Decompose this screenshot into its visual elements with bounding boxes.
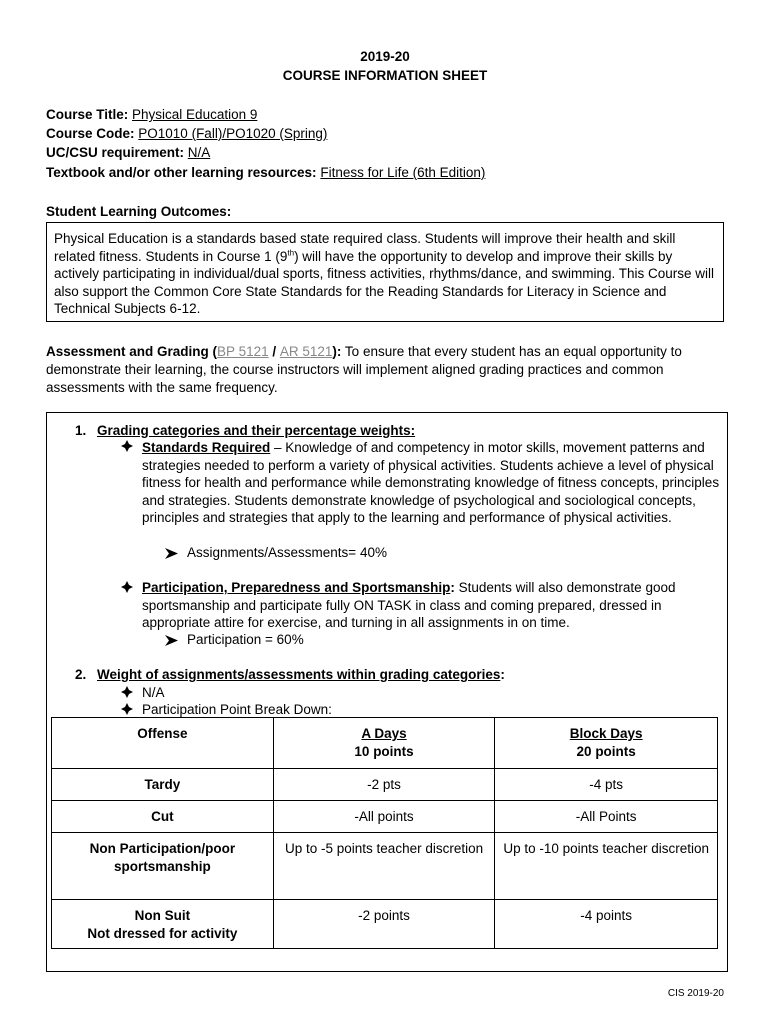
course-code-line [46,125,327,143]
assessment-text: To ensure that every student has an equal opportunity to demonstrate their learning, the course instructors will implement aligned grading practices and common assessments with the same frequency. [46,344,682,395]
ucsu-label: UC/CSU requirement: [46,145,185,160]
document-year: 2019-20 [360,49,410,64]
row-a-days: Up to -5 points teacher discretion [273,833,495,900]
textbook-label: Textbook and/or other learning resources: [46,165,317,180]
outcomes-text-part2: ) will have the opportunity to develop and improve their skills by actively participating in individual/dual sports, fitness activities, rhythms/dance, and swimming. This Course will also support the Common Core State Standards for the Reading Standards for Literacy in Science and Technical Subjects 6-12. [54,248,715,316]
section2-heading-colon: : [500,667,505,682]
participation-weight: Participation = 60% [187,632,304,647]
arrowhead-bullet-icon [165,633,178,651]
section1-heading: Grading categories and their percentage weights: [97,423,416,438]
row-offense: Tardy [52,769,274,801]
outcomes-box [46,222,724,322]
footer-text: CIS 2019-20 [667,988,724,999]
standards-required-text: – Knowledge of and competency in motor skills, movement patterns and strategies needed to perform a variety of physical activities. Students achieve a level of physical fitness for health and performance while demonstrating knowledge of fitness concepts, principles and strategies. Students demonstrate knowledge of psychological and sociological concepts, principles and strategies that apply to the learning and performance of physical activities. [142,440,720,525]
outcomes-text-part1: Physical Education is a standards based state required class. Students will improve their health and skill related fitness. Students in Course 1 (9 [54,231,676,264]
table-row [52,769,718,801]
assessment-separator: / [268,344,280,359]
ucsu-line [46,144,210,162]
assessment-label-end: ): [332,344,342,359]
ucsu-value: N/A [187,145,211,160]
row-block-days: -4 points [495,900,718,949]
row-block-days: Up to -10 points teacher discretion [495,833,718,900]
assignments-weight: Assignments/Assessments= 40% [187,545,387,560]
standards-required-paragraph [142,439,720,527]
table-header-row [52,718,718,769]
section2-item-breakdown: Participation Point Break Down: [142,702,332,717]
row-a-days: -All points [273,801,495,833]
course-title-label: Course Title: [46,107,129,122]
section2-item-na: N/A [142,685,165,700]
ar-5121-link[interactable]: AR 5121 [279,344,333,359]
bp-5121-link[interactable]: BP 5121 [217,344,269,359]
outcomes-heading: Student Learning Outcomes: [46,204,232,219]
participation-text: Students will also demonstrate good sportsmanship and participate fully ON TASK in class and coming prepared, dressed in appropriate attire for exercise, and turning in all assignments in on time. [142,580,676,630]
textbook-value: Fitness for Life (6th Edition) [320,165,486,180]
document-title: COURSE INFORMATION SHEET [282,68,488,83]
row-block-days: -4 pts [495,769,718,801]
row-a-days: -2 pts [273,769,495,801]
section2-heading-line [97,666,505,684]
course-title-value: Physical Education 9 [132,107,258,122]
assessment-label: Assessment and Grading ( [46,344,218,359]
participation-title: Participation, Preparedness and Sportsmanship [142,580,451,595]
row-offense: Non Participation/poor sportsmanship [52,833,274,900]
participation-colon: : [450,580,455,595]
diamond-bullet-icon [121,685,133,703]
participation-points-table [51,717,718,949]
table-row [52,833,718,900]
section2-heading: Weight of assignments/assessments within grading categories [97,667,501,682]
row-a-days: -2 points [273,900,495,949]
row-block-days: -All Points [495,801,718,833]
table-row [52,900,718,949]
participation-paragraph [142,579,720,632]
outcomes-superscript: th [287,248,295,257]
header-offense: Offense [52,718,274,769]
table-row [52,801,718,833]
arrowhead-bullet-icon [165,546,178,564]
course-code-value: PO1010 (Fall)/PO1020 (Spring) [138,126,328,141]
course-title-line [46,106,257,124]
diamond-bullet-icon [121,439,133,457]
diamond-bullet-icon [121,580,133,598]
section2-number: 2. [75,667,87,682]
row-offense: Non Suit Not dressed for activity [52,900,274,949]
assessment-paragraph [46,343,726,397]
standards-required-title: Standards Required [142,440,271,455]
textbook-line [46,164,485,182]
course-code-label: Course Code: [46,126,135,141]
section1-number: 1. [75,423,87,438]
row-offense: Cut [52,801,274,833]
header-a-days: A Days 10 points [273,718,495,769]
header-block-days: Block Days 20 points [495,718,718,769]
